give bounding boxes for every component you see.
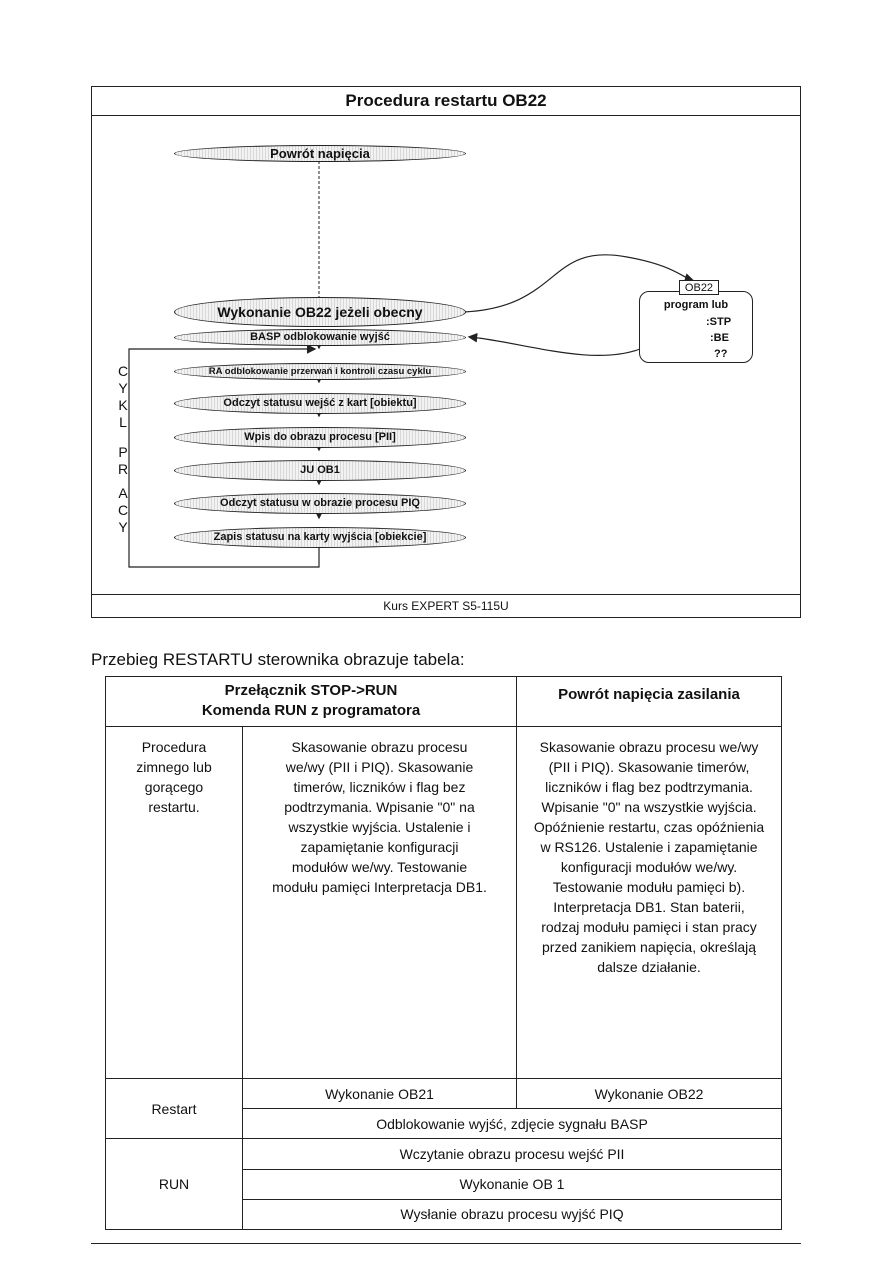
ob22-tag: OB22 [679,280,719,295]
step-ju-ob1 [174,460,466,481]
run-step: Wykonanie OB 1 [243,1169,782,1199]
restart-common: Odblokowanie wyjść, zdjęcie sygnału BASP [243,1109,782,1139]
header-line: Komenda RUN z programatora [201,702,421,719]
step-write-outputs [174,527,466,548]
ob22-line: :STP [706,316,732,328]
cycle-letter: A [118,485,128,501]
procedure-label: Procedura zimnego lub gorącego restartu. [106,727,243,1079]
bottom-rule [91,1243,801,1244]
ob22-line: :BE [710,332,729,344]
cycle-letter: L [119,414,127,430]
run-label: RUN [106,1139,243,1230]
table-caption: Przebieg RESTARTU sterownika obrazuje tabela: [91,650,465,669]
step-label: Wpis do obrazu procesu [PII] [244,431,396,443]
cycle-letter: C [117,502,129,518]
table-header-row [106,677,782,727]
procedure-stop-run: Skasowanie obrazu procesu we/wy (PII i PIQ). Skasowanie timerów, liczników i flag bez podtrzymania. Wpisanie "0" na wszystkie wyjścia. Ustalenie i zapamiętanie konfiguracji modułów we/wy. Testowanie modułu pamięci Interpretacja DB1. [243,727,517,1079]
restart-table [105,676,782,1230]
table-row-procedure [106,727,782,1079]
step-write-pii [174,427,466,448]
step-label: Odczyt statusu w obrazie procesu PIQ [220,497,420,509]
run-step: Wczytanie obrazu procesu wejść PII [243,1139,782,1169]
cycle-letter: Y [118,519,128,535]
step-label: Wykonanie OB22 jeżeli obecny [217,304,423,320]
ob22-line: ?? [714,348,728,360]
cycle-letter: Y [118,380,128,396]
ob22-program-box [639,291,753,363]
step-power-return [174,145,466,162]
step-label: Zapis statusu na karty wyjścia [obiekcie] [213,531,427,543]
step-ra-unlock [174,363,466,380]
restart-procedure-figure [91,86,801,618]
figure-footer: Kurs EXPERT S5-115U [92,594,800,617]
restart-ob22: Wykonanie OB22 [517,1079,782,1109]
cycle-letter: C [117,363,129,379]
run-step: Wysłanie obrazu procesu wyjść PIQ [243,1199,782,1229]
step-label: JU OB1 [300,464,340,476]
step-read-piq [174,493,466,514]
restart-ob21: Wykonanie OB21 [243,1079,517,1109]
header-power-return: Powrót napięcia zasilania [517,677,782,727]
step-read-inputs [174,393,466,414]
cycle-letter: R [117,461,129,477]
step-label: Powrót napięcia [270,146,370,161]
header-line: Przełącznik STOP->RUN [224,682,398,699]
step-label: BASP odblokowanie wyjść [250,331,390,343]
cycle-letter: P [118,444,128,460]
step-label: RA odblokowanie przerwań i kontroli czasu cyklu [208,366,432,377]
ob22-line: program lub [663,299,729,311]
figure-title: Procedura restartu OB22 [92,87,800,116]
procedure-power-return: Skasowanie obrazu procesu we/wy (PII i PIQ). Skasowanie timerów, liczników i flag bez podtrzymania. Wpisanie "0" na wszystkie wyjścia. Opóźnienie restartu, czas opóźnienia w RS126. Ustalenie i zapamiętanie konfiguracji modułów we/wy. Testowanie modułu pamięci b). Interpretacja DB1. Stan baterii, rodzaj modułu pamięci i stan pracy przed zanikiem napięcia, określają dalsze działanie. [517,727,782,1079]
cycle-letter: K [118,397,128,413]
step-execute-ob22 [174,297,466,327]
table-row-run [106,1139,782,1169]
restart-label: Restart [106,1079,243,1139]
step-label: Odczyt statusu wejść z kart [obiektu] [223,397,417,409]
step-basp-unlock [174,329,466,346]
header-stop-run [106,677,517,727]
table-row-restart [106,1079,782,1109]
